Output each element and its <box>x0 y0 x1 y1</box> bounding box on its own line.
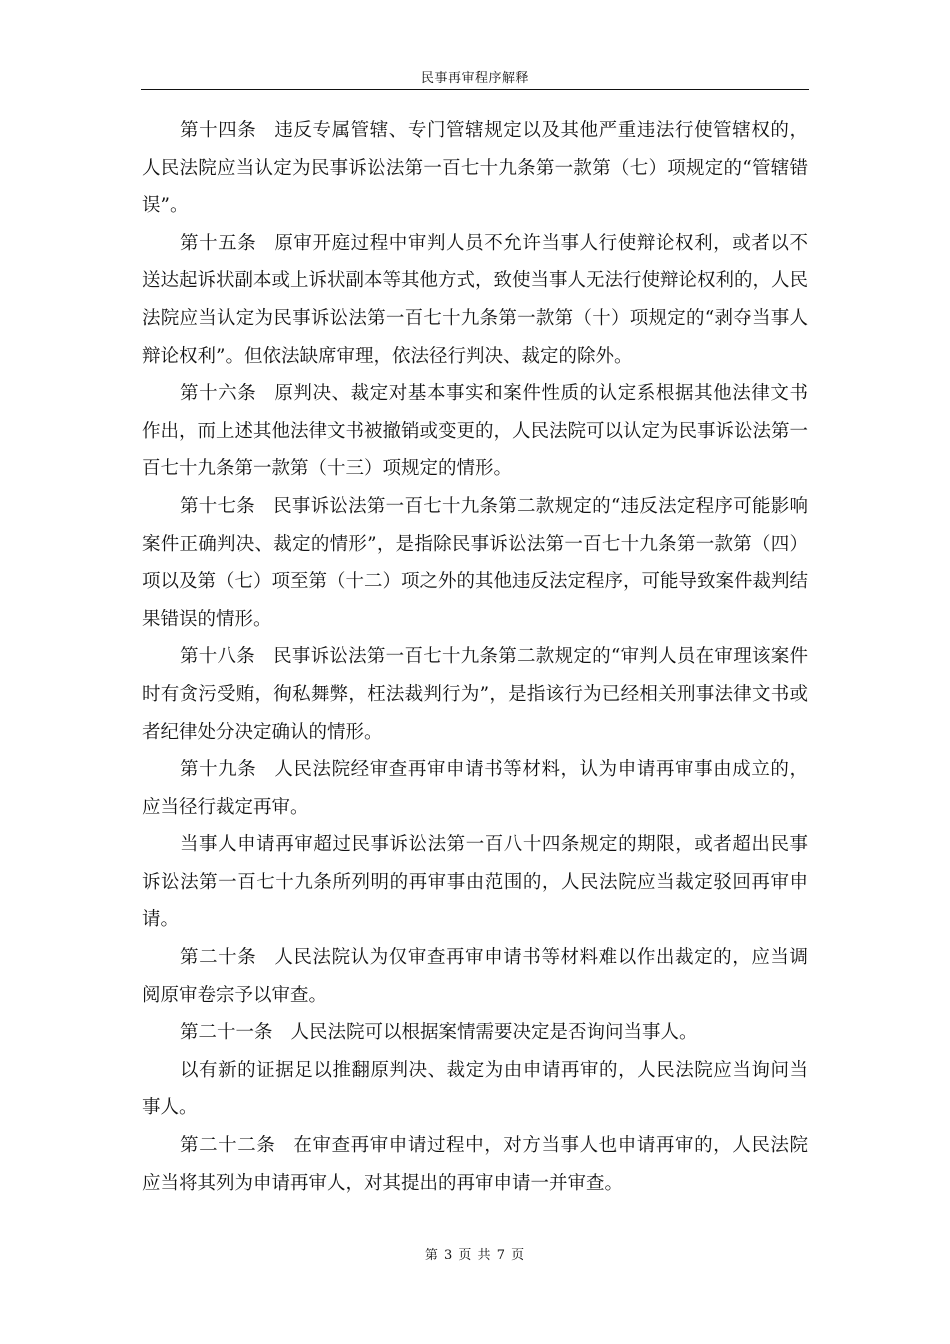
header-divider <box>141 89 809 90</box>
article-text: 违反专属管辖、专门管辖规定以及其他严重违法行使管辖权的，人民法院应当认定为民事诉讼法第一百七十九条第一款第（七）项规定的“管辖错误”。 <box>142 120 808 217</box>
article-number: 第十八条 <box>180 646 256 668</box>
paragraph-article-21-continued <box>142 1052 808 1127</box>
article-text: 原判决、裁定对基本事实和案件性质的认定系根据其他法律文书作出，而上述其他法律文书被撤销或变更的，人民法院可以认定为民事诉讼法第一百七十九条第一款第（十三）项规定的情形。 <box>142 383 809 480</box>
article-text: 人民法院可以根据案情需要决定是否询问当事人。 <box>290 1022 698 1044</box>
page-header-title: 民事再审程序解释 <box>420 71 529 86</box>
article-number: 第二十条 <box>180 947 257 969</box>
paragraph-article-21 <box>142 1014 808 1052</box>
article-text: 民事诉讼法第一百七十九条第二款规定的“审判人员在审理该案件时有贪污受贿，徇私舞弊，枉法裁判行为”，是指该行为已经相关刑事法律文书或者纪律处分决定确认的情形。 <box>142 646 808 743</box>
article-number: 第十九条 <box>180 759 257 781</box>
paragraph-article-20 <box>142 939 808 1014</box>
paragraph-article-22 <box>142 1127 808 1202</box>
article-text: 原审开庭过程中审判人员不允许当事人行使辩论权利，或者以不送达起诉状副本或上诉状副本等其他方式，致使当事人无法行使辩论权利的，人民法院应当认定为民事诉讼法第一百七十九条第一款第（十）项规定的“剥夺当事人辩论权利”。但依法缺席审理，依法径行判决、裁定的除外。 <box>142 232 809 367</box>
paragraph-article-17 <box>142 488 808 638</box>
article-number: 第十五条 <box>180 232 257 254</box>
article-text: 人民法院经审查再审申请书等材料，认为申请再审事由成立的，应当径行裁定再审。 <box>142 759 808 818</box>
article-number: 第二十一条 <box>180 1022 273 1044</box>
article-text: 人民法院认为仅审查再审申请书等材料难以作出裁定的，应当调阅原审卷宗予以审查。 <box>142 947 808 1006</box>
article-number: 第二十二条 <box>180 1135 276 1157</box>
article-number: 第十七条 <box>180 495 256 517</box>
paragraph-article-18 <box>142 638 808 751</box>
article-text: 在审查再审申请过程中，对方当事人也申请再审的，人民法院应当将其列为申请再审人，对其提出的再审申请一并审查。 <box>142 1135 808 1194</box>
page-number-footer: 第 3 页 共 7 页 <box>424 1248 526 1263</box>
document-body <box>142 112 808 1202</box>
article-text: 民事诉讼法第一百七十九条第二款规定的“违反法定程序可能影响案件正确判决、裁定的情形”，是指除民事诉讼法第一百七十九条第一款第（四）项以及第（七）项至第（十二）项之外的其他违反法定程序，可能导致案件裁判结果错误的情形。 <box>142 495 809 630</box>
paragraph-article-16 <box>142 375 808 488</box>
article-number: 第十四条 <box>180 120 257 141</box>
article-number: 第十六条 <box>180 383 257 405</box>
paragraph-article-15 <box>142 225 808 375</box>
paragraph-article-14 <box>142 112 808 225</box>
article-text: 以有新的证据足以推翻原判决、裁定为由申请再审的，人民法院应当询问当事人。 <box>142 1059 808 1119</box>
paragraph-article-19 <box>142 751 808 826</box>
paragraph-article-19-continued <box>142 826 808 939</box>
article-text: 当事人申请再审超过民事诉讼法第一百八十四条规定的期限，或者超出民事诉讼法第一百七十九条所列明的再审事由范围的，人民法院应当裁定驳回再审申请。 <box>142 834 808 931</box>
